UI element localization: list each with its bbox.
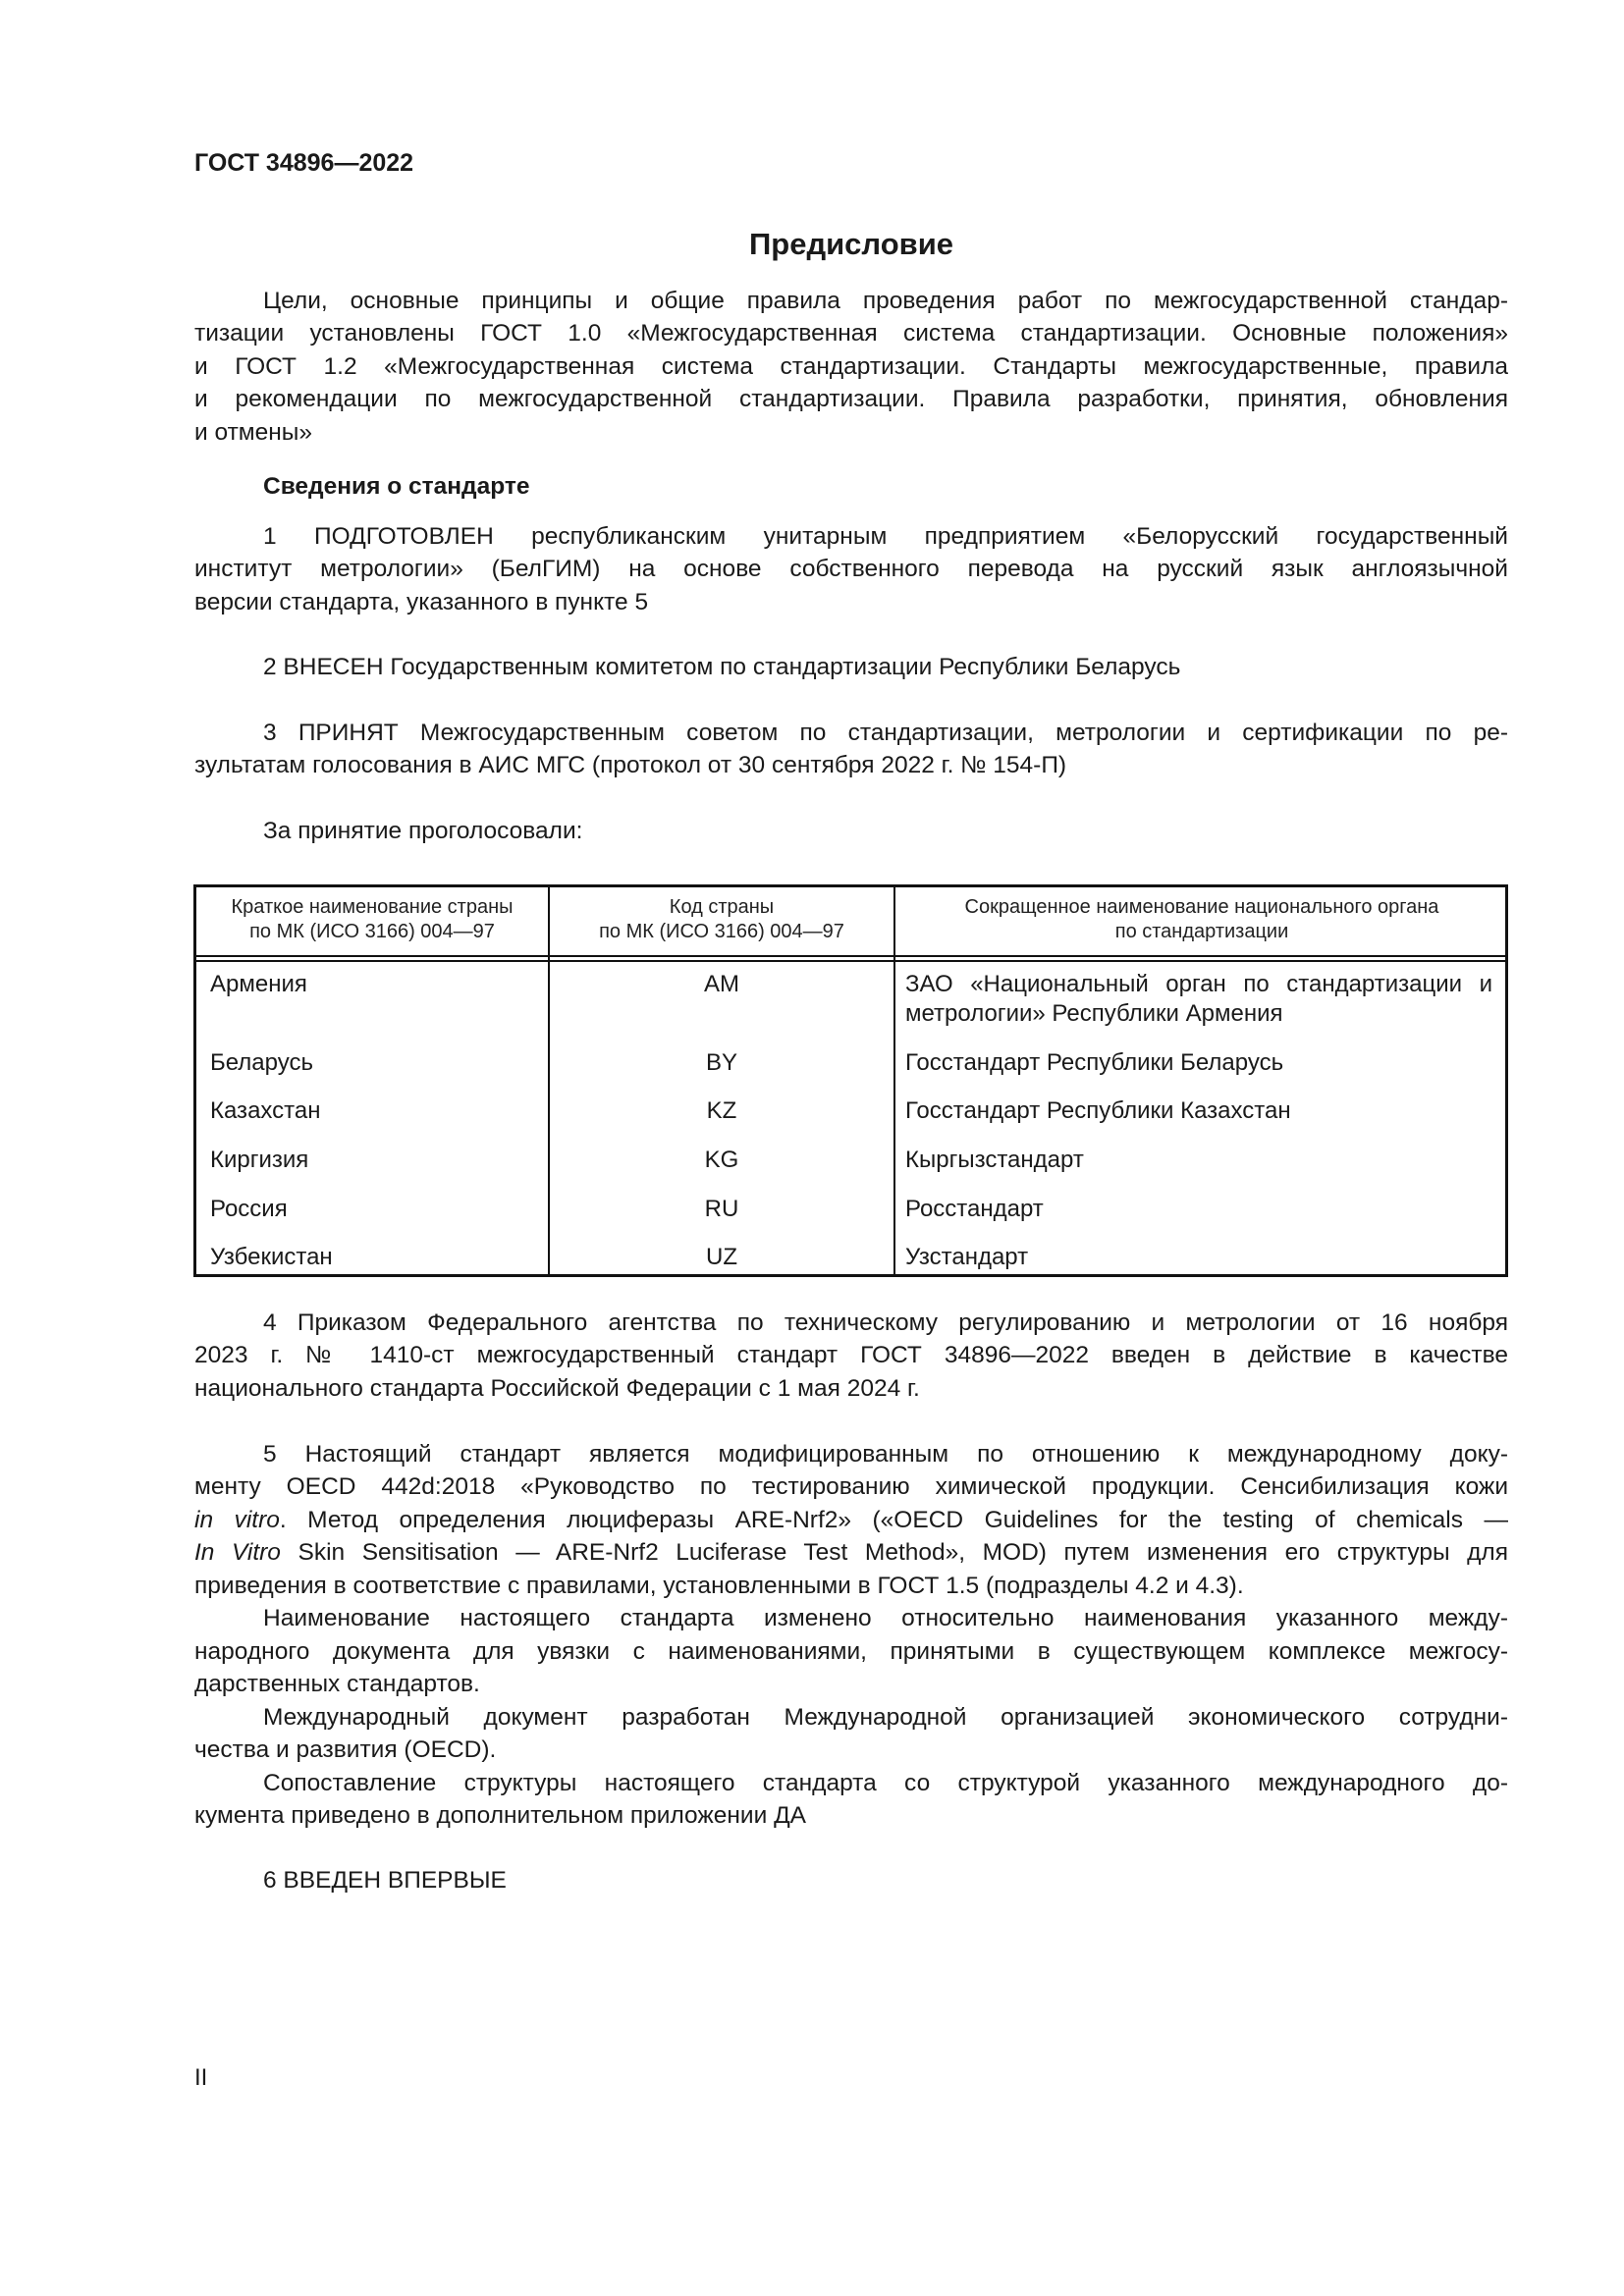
item-line — [194, 1536, 1508, 1570]
item-line: версии стандарта, указанного в пункте 5 — [194, 589, 649, 615]
item-line: 2023 г. № 1410-ст межгосударственный стандарт ГОСТ 34896—2022 введен в действие в качестве — [194, 1342, 1508, 1368]
cell-code: UZ — [706, 1244, 737, 1270]
item-2-submitted: 2 ВНЕСЕН Государственным комитетом по стандартизации Республики Беларусь — [263, 654, 1181, 680]
italic-term: in vitro — [194, 1507, 280, 1533]
item-line: зультатам голосования в АИС МГС (протокол от 30 сентября 2022 г. № 154-П) — [194, 752, 1067, 778]
item-line: кумента приведено в дополнительном приложении ДА — [194, 1802, 807, 1829]
page-title: Предисловие — [748, 227, 953, 261]
intro-line: и ГОСТ 1.2 «Межгосударственная система стандартизации. Стандарты межгосударственные, правила — [194, 353, 1508, 380]
item-line: 3 ПРИНЯТ Межгосударственным советом по стандартизации, метрологии и сертификации по ре- — [263, 720, 1508, 746]
cell-code: AM — [704, 971, 739, 997]
column-header-body — [895, 895, 1508, 944]
item-line: 5 Настоящий стандарт является модифицированным по отношению к международному доку- — [263, 1441, 1508, 1468]
document-header: ГОСТ 34896—2022 — [194, 149, 414, 177]
cell-country: Узбекистан — [210, 1244, 333, 1270]
intro-line: Цели, основные принципы и общие правила проведения работ по межгосударственной стандар- — [263, 288, 1508, 314]
item-line: Сопоставление структуры настоящего стандарта со структурой указанного международного до- — [263, 1770, 1508, 1796]
cell-country: Киргизия — [210, 1147, 309, 1173]
voting-table — [193, 884, 1508, 1277]
item-line: институт метрологии» (БелГИМ) на основе собственного перевода на русский язык англоязычной — [194, 556, 1508, 582]
header-line: Сокращенное наименование национального органа — [964, 896, 1439, 918]
header-line: Код страны — [669, 896, 775, 918]
cell-body: ЗАО «Национальный орган по стандартизации и — [905, 971, 1492, 997]
intro-line: и отмены» — [194, 419, 313, 446]
cell-country: Казахстан — [210, 1097, 321, 1124]
item-line: Наименование настоящего стандарта изменено относительно наименования указанного между- — [263, 1605, 1508, 1631]
voted-label: За принятие проголосовали: — [263, 818, 583, 844]
item-line: менту OECD 442d:2018 «Руководство по тестированию химической продукции. Сенсибилизация кожи — [194, 1473, 1508, 1500]
column-divider — [893, 887, 895, 1274]
cell-code: KZ — [706, 1097, 737, 1124]
item-line: народного документа для увязки с наименованиями, принятыми в существующем комплексе межгосу- — [194, 1638, 1508, 1665]
line-text: . Метод определения люциферазы ARE-Nrf2» («OECD Guidelines for the testing of chemicals — — [279, 1507, 1508, 1533]
header-line: по стандартизации — [1114, 921, 1289, 942]
item-6-first-introduced: 6 ВВЕДЕН ВПЕРВЫЕ — [263, 1867, 507, 1894]
header-divider — [196, 960, 1505, 962]
item-line: 4 Приказом Федерального агентства по техническому регулированию и метрологии от 16 ноября — [263, 1309, 1508, 1336]
item-line: чества и развития (OECD). — [194, 1736, 497, 1763]
header-line: по МК (ИСО 3166) 004—97 — [249, 921, 495, 942]
page-number: II — [194, 2064, 208, 2091]
item-line: приведения в соответствие с правилами, установленными в ГОСТ 1.5 (подразделы 4.2 и 4.3). — [194, 1573, 1244, 1599]
column-header-country — [196, 895, 548, 944]
column-header-code — [550, 895, 893, 944]
item-line: национального стандарта Российской Федерации с 1 мая 2024 г. — [194, 1375, 920, 1402]
item-line: дарственных стандартов. — [194, 1671, 480, 1697]
cell-code: BY — [705, 1049, 737, 1076]
item-line — [194, 1504, 1508, 1537]
cell-body: Росстандарт — [905, 1196, 1044, 1222]
item-line: Международный документ разработан Международной организацией экономического сотрудни- — [263, 1704, 1508, 1731]
cell-code: KG — [704, 1147, 739, 1173]
intro-line: тизации установлены ГОСТ 1.0 «Межгосударственная система стандартизации. Основные положения» — [194, 320, 1508, 347]
cell-body: Узстандарт — [905, 1244, 1029, 1270]
cell-body: Госстандарт Республики Беларусь — [905, 1049, 1284, 1076]
cell-body: Госстандарт Республики Казахстан — [905, 1097, 1291, 1124]
cell-body: Кыргызстандарт — [905, 1147, 1084, 1173]
cell-body: метрологии» Республики Армения — [905, 1000, 1283, 1027]
header-divider — [196, 955, 1505, 957]
cell-country: Беларусь — [210, 1049, 313, 1076]
cell-code: RU — [704, 1196, 739, 1222]
section-heading: Сведения о стандарте — [263, 473, 530, 500]
italic-term: In Vitro — [194, 1539, 281, 1566]
header-line: Краткое наименование страны — [231, 896, 514, 918]
item-line: 1 ПОДГОТОВЛЕН республиканским унитарным предприятием «Белорусский государственный — [263, 523, 1508, 550]
header-line: по МК (ИСО 3166) 004—97 — [599, 921, 844, 942]
cell-country: Армения — [210, 971, 307, 997]
intro-line: и рекомендации по межгосударственной стандартизации. Правила разработки, принятия, обновления — [194, 386, 1508, 412]
line-text: Skin Sensitisation — ARE-Nrf2 Luciferase Test Method», MOD) путем изменения его структуры для — [280, 1539, 1508, 1566]
cell-country: Россия — [210, 1196, 288, 1222]
